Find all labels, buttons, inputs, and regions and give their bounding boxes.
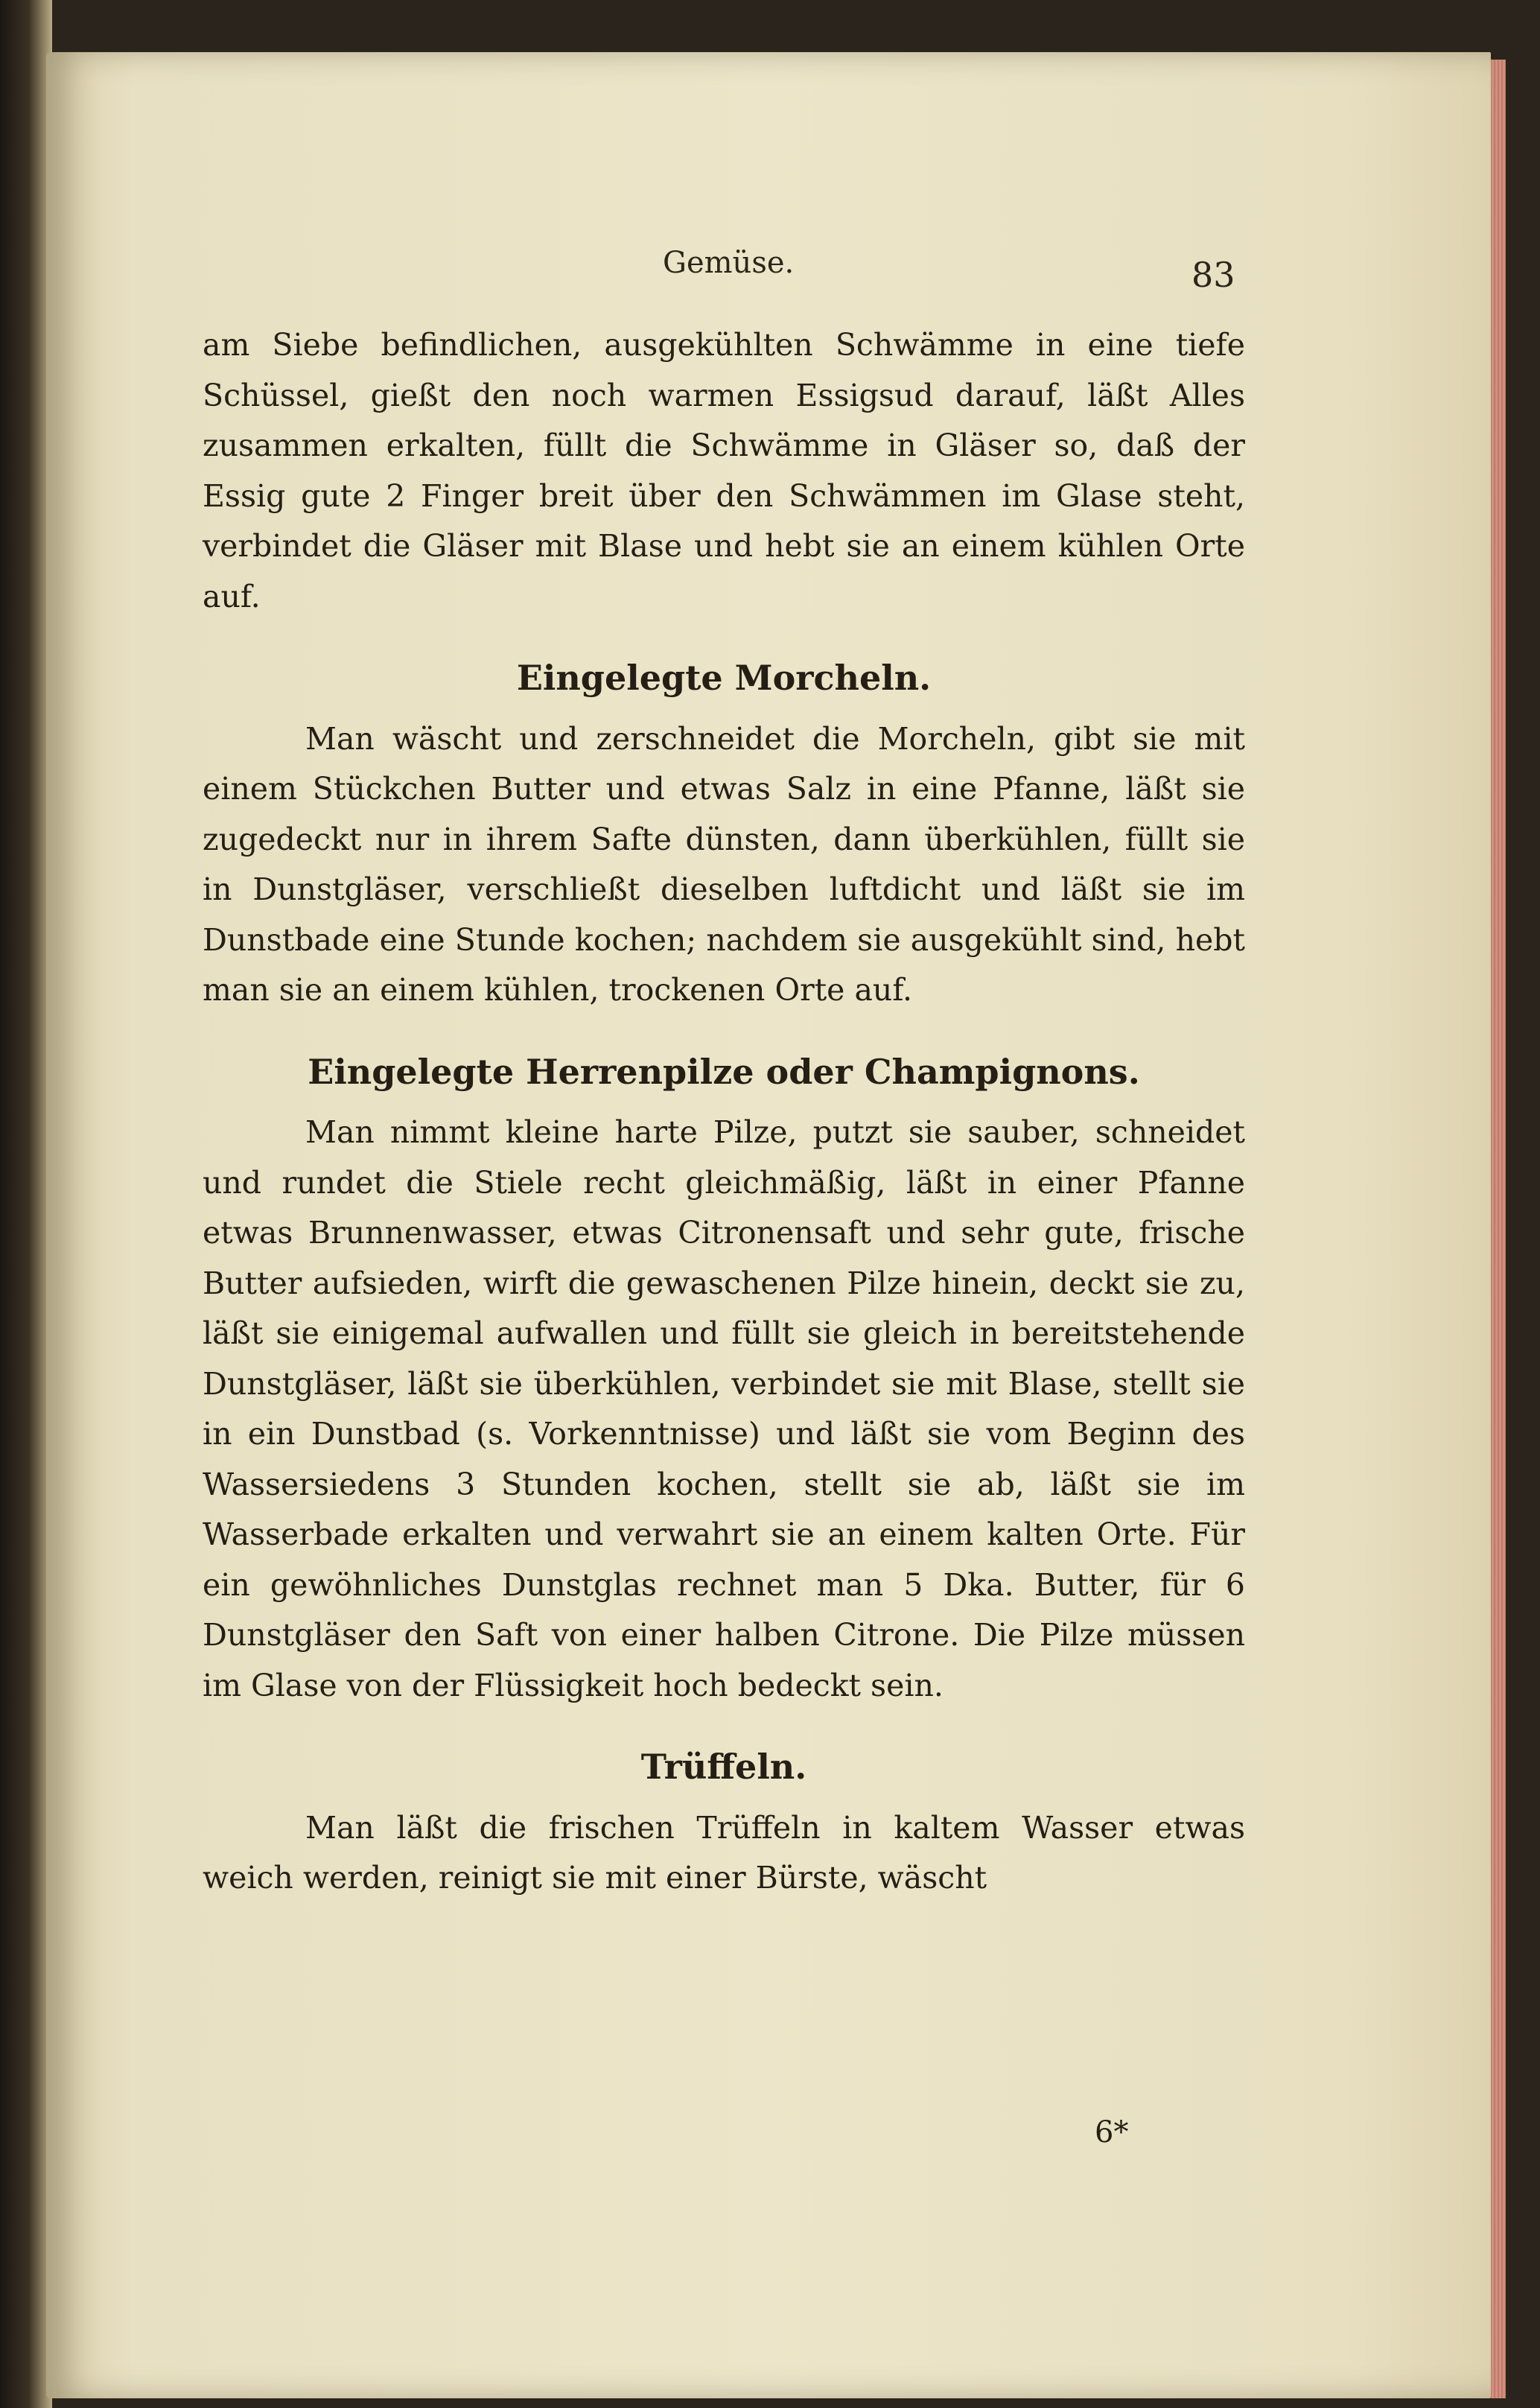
signature-mark: 6* — [1095, 2115, 1129, 2150]
page-number: 83 — [1191, 255, 1235, 295]
heading-morcheln: Eingelegte Morcheln. — [516, 658, 932, 698]
paragraph-morcheln: Man wäscht und zerschneidet die Morcheln, gibt sie mit einem Stückchen Butter und etwas Salz in eine Pfanne, läßt sie zugedeckt nur in ihrem Safte dünsten, dann überkühlen, füllt sie in Dunstgläser, verschließt dieselben luftdicht und läßt sie im Dunstbade eine Stunde kochen; nachdem sie ausgekühlt sind, hebt man sie an einem kühlen, trockenen Orte auf. — [203, 720, 1245, 1008]
heading-herrenpilze: Eingelegte Herrenpilze oder Champignons. — [308, 1051, 1140, 1092]
page-body — [203, 320, 1245, 1904]
heading-trueffeln: Trüffeln. — [640, 1747, 807, 1787]
paragraph-herrenpilze: Man nimmt kleine harte Pilze, putzt sie sauber, schneidet und rundet die Stiele recht gleichmäßig, läßt in einer Pfanne etwas Brunnenwasser, etwas Citronensaft und sehr gute, frische Butter aufsieden, wirft die gewaschenen Pilze hinein, deckt sie zu, läßt sie einigemal aufwallen und füllt sie gleich in bereitstehende Dunstgläser, läßt sie überkühlen, verbindet sie mit Blase, stellt sie in ein Dunstbad (s. Vorkenntnisse) und läßt sie vom Beginn des Wassersiedens 3 Stunden kochen, stellt sie ab, läßt sie im Wasserbade erkalten und verwahrt sie an einem kalten Orte. Für ein gewöhnliches Dunstglas rechnet man 5 Dka. Butter, für 6 Dunstgläser den Saft von einer halben Citrone. Die Pilze müssen im Glase von der Flüssigkeit hoch bedeckt sein. — [203, 1114, 1245, 1703]
paragraph-trueffeln: Man läßt die frischen Trüffeln in kaltem Wasser etwas weich werden, reinigt sie mit einer Bürste, wäscht — [203, 1809, 1245, 1896]
book-binding-edge — [0, 0, 52, 2408]
running-title: Gemüse. — [663, 246, 795, 280]
page-stack-edge — [1491, 60, 1506, 2398]
page-header — [0, 246, 1540, 295]
paragraph-continued: am Siebe befindlichen, ausgekühlten Schwämme in eine tiefe Schüssel, gießt den noch warmen Essigsud darauf, läßt Alles zusammen erkalten, füllt die Schwämme in Gläser so, daß der Essig gute 2 Finger breit über den Schwämmen im Glase steht, verbindet die Gläser mit Blase und hebt sie an einem kühlen Orte auf. — [203, 327, 1245, 614]
